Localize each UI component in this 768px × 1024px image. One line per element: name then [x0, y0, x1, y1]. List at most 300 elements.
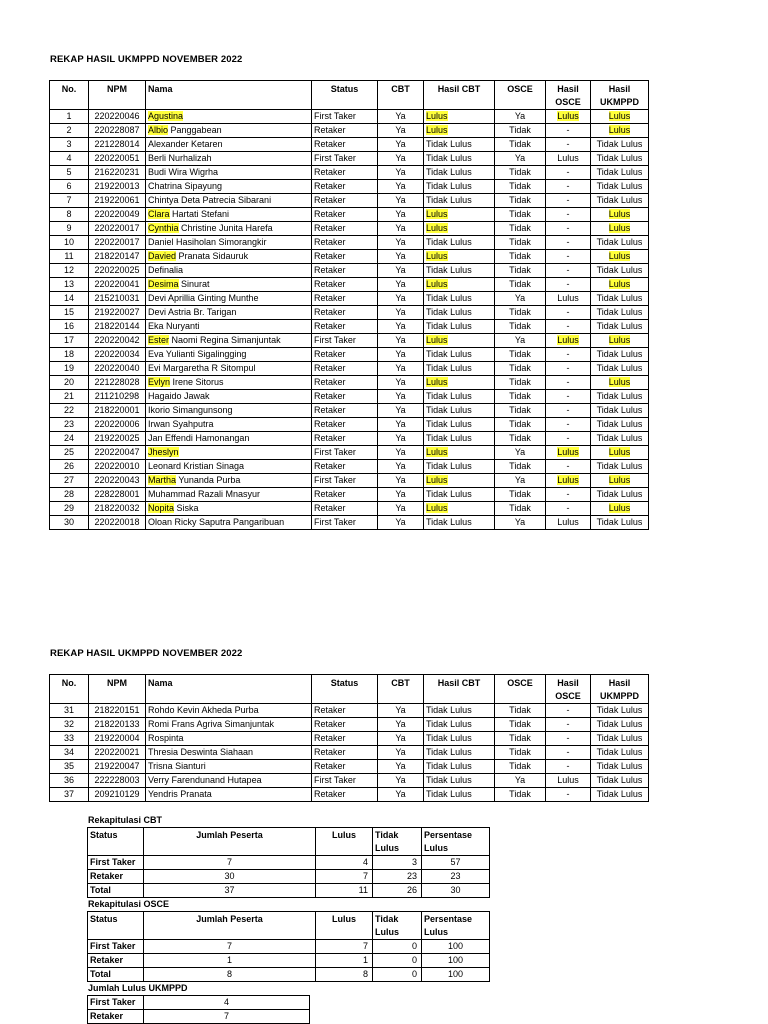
cell-cbt — [378, 194, 424, 208]
cell-status-text: Retaker — [314, 209, 346, 219]
cell-npm — [89, 348, 146, 362]
table-row — [50, 516, 649, 530]
cell-hasil-osce-text: - — [566, 761, 570, 771]
cell-hasil-osce — [546, 432, 591, 446]
cell-hasil-ukmppd-text: Lulus — [608, 125, 631, 135]
cell-no — [50, 208, 89, 222]
cell-hasil-cbt-text: Tidak Lulus — [426, 489, 472, 499]
name-rest: Yunanda Purba — [178, 475, 241, 485]
cell-npm — [89, 760, 146, 774]
cell-hasil-cbt — [424, 278, 495, 292]
cell-no — [50, 180, 89, 194]
table-body-1 — [50, 110, 649, 530]
cell-no — [50, 732, 89, 746]
cell-cbt — [378, 124, 424, 138]
name-rest: Panggabean — [170, 125, 222, 135]
cell-cbt-text: Ya — [395, 747, 406, 757]
cell-hasil-osce-text: - — [566, 789, 570, 799]
cell-npm-text: 218220001 — [94, 405, 140, 415]
cell-hasil-osce — [546, 138, 591, 152]
cell-hasil-ukmppd — [591, 180, 649, 194]
cell-osce — [495, 474, 546, 488]
summary-header-row — [88, 828, 490, 856]
cell-hasil-osce-text: - — [566, 747, 570, 757]
cell-nama — [146, 418, 312, 432]
cell-osce-text: Tidak — [509, 307, 531, 317]
cell-hasil-osce-text: - — [566, 209, 570, 219]
cell-cbt — [378, 418, 424, 432]
cell-hasil-osce — [546, 516, 591, 530]
cell-hasil-osce-text: Lulus — [557, 517, 579, 527]
cell-no — [50, 124, 89, 138]
col-npm: NPM — [89, 81, 146, 110]
cell-hasil-ukmppd — [591, 774, 649, 788]
name-first: Ikorio Simangunsong — [148, 405, 233, 415]
cell-osce-text: Tidak — [509, 223, 531, 233]
cell-hasil-cbt — [424, 306, 495, 320]
cell-no-text: 25 — [63, 447, 74, 457]
cell-hasil-cbt — [424, 236, 495, 250]
sum-col-jumlah: Jumlah Peserta — [144, 828, 316, 856]
col-cbt: CBT — [378, 675, 424, 704]
cell-no-text: 27 — [63, 475, 74, 485]
cell-cbt-text: Ya — [395, 461, 406, 471]
cell-status — [312, 124, 378, 138]
summary-cell: 8 — [144, 968, 316, 982]
cell-hasil-cbt-text: Tidak Lulus — [426, 405, 472, 415]
cell-nama — [146, 704, 312, 718]
cell-osce — [495, 292, 546, 306]
cell-nama — [146, 236, 312, 250]
cell-osce-text: Tidak — [509, 363, 531, 373]
cell-nama — [146, 222, 312, 236]
cell-npm-text: 220220017 — [94, 223, 140, 233]
cell-hasil-ukmppd — [591, 138, 649, 152]
cell-nama — [146, 446, 312, 460]
cell-status — [312, 774, 378, 788]
cell-no — [50, 278, 89, 292]
table-row — [50, 760, 649, 774]
cell-osce-text: Tidak — [509, 789, 531, 799]
cell-npm-text: 220220010 — [94, 461, 140, 471]
cell-no — [50, 704, 89, 718]
cell-hasil-ukmppd — [591, 222, 649, 236]
cell-hasil-cbt-text: Tidak Lulus — [426, 321, 472, 331]
cell-osce — [495, 432, 546, 446]
col-hasil-osce: Hasil OSCE — [546, 81, 591, 110]
cell-hasil-cbt-text: Tidak Lulus — [426, 265, 472, 275]
cell-hasil-osce — [546, 788, 591, 802]
cell-npm — [89, 264, 146, 278]
cell-hasil-ukmppd-text: Tidak Lulus — [596, 293, 643, 303]
cell-status-text: Retaker — [314, 789, 346, 799]
cell-cbt — [378, 166, 424, 180]
cell-hasil-cbt — [424, 292, 495, 306]
cell-no-text: 16 — [63, 321, 74, 331]
cell-nama — [146, 502, 312, 516]
cell-hasil-cbt-text: Tidak Lulus — [426, 349, 472, 359]
cell-hasil-cbt — [424, 264, 495, 278]
cell-hasil-osce-text: - — [566, 349, 570, 359]
cell-no-text: 22 — [63, 405, 74, 415]
cell-no-text: 20 — [63, 377, 74, 387]
name-first: Berli Nurhalizah — [148, 153, 212, 163]
cell-hasil-osce — [546, 278, 591, 292]
table-row — [50, 236, 649, 250]
cell-osce — [495, 264, 546, 278]
cell-hasil-osce — [546, 348, 591, 362]
cell-cbt-text: Ya — [395, 377, 406, 387]
col-osce: OSCE — [495, 81, 546, 110]
cell-nama — [146, 376, 312, 390]
cell-cbt-text: Ya — [395, 307, 406, 317]
cell-hasil-cbt-text: Tidak Lulus — [426, 307, 472, 317]
cell-status-text: Retaker — [314, 167, 346, 177]
sum-col-persentase: Persentase Lulus — [422, 912, 490, 940]
cell-cbt-text: Ya — [395, 419, 406, 429]
cell-npm — [89, 516, 146, 530]
name-first: Clara — [148, 209, 170, 219]
cell-npm-text: 220220049 — [94, 209, 140, 219]
cell-hasil-osce — [546, 334, 591, 348]
cell-status — [312, 516, 378, 530]
cell-npm — [89, 460, 146, 474]
cell-nama — [146, 788, 312, 802]
cell-no — [50, 474, 89, 488]
col-hasil-osce: Hasil OSCE — [546, 675, 591, 704]
cell-cbt-text: Ya — [395, 181, 406, 191]
cell-hasil-osce-text: - — [566, 489, 570, 499]
cell-hasil-osce — [546, 152, 591, 166]
cell-npm-text: 219220047 — [94, 761, 140, 771]
cell-cbt — [378, 250, 424, 264]
summary-cell: 37 — [144, 884, 316, 898]
cell-status-text: First Taker — [314, 335, 356, 345]
cell-cbt-text: Ya — [395, 237, 406, 247]
cell-cbt — [378, 110, 424, 124]
cell-cbt-text: Ya — [395, 139, 406, 149]
cell-status — [312, 264, 378, 278]
cell-nama — [146, 138, 312, 152]
summary-cell: 100 — [422, 954, 490, 968]
cell-nama — [146, 432, 312, 446]
cell-status-text: First Taker — [314, 153, 356, 163]
cell-nama — [146, 334, 312, 348]
cell-osce-text: Tidak — [509, 125, 531, 135]
cell-hasil-osce-text: Lulus — [557, 475, 579, 485]
cell-osce-text: Tidak — [509, 747, 531, 757]
summary-cell: 7 — [144, 856, 316, 870]
name-rest: Siska — [176, 503, 199, 513]
name-rest: Sinurat — [181, 279, 210, 289]
cell-nama — [146, 474, 312, 488]
cell-cbt-text: Ya — [395, 209, 406, 219]
cell-cbt-text: Ya — [395, 195, 406, 205]
cell-no-text: 19 — [63, 363, 74, 373]
cell-npm-text: 220220051 — [94, 153, 140, 163]
cell-status-text: Retaker — [314, 419, 346, 429]
cell-hasil-osce-text: - — [566, 237, 570, 247]
cell-hasil-osce — [546, 250, 591, 264]
summary-cell: Retaker — [88, 870, 144, 884]
cell-no — [50, 138, 89, 152]
table-row — [50, 320, 649, 334]
cell-hasil-ukmppd — [591, 152, 649, 166]
cell-cbt — [378, 502, 424, 516]
cell-hasil-ukmppd-text: Tidak Lulus — [596, 391, 643, 401]
cell-hasil-cbt — [424, 718, 495, 732]
cell-osce-text: Tidak — [509, 181, 531, 191]
summary-cell: 0 — [373, 940, 422, 954]
cell-osce — [495, 138, 546, 152]
cell-no-text: 36 — [63, 775, 74, 785]
cell-no — [50, 348, 89, 362]
name-rest: Hartati Stefani — [172, 209, 230, 219]
cell-hasil-ukmppd — [591, 376, 649, 390]
cell-hasil-ukmppd-text: Lulus — [608, 503, 631, 513]
table-row — [50, 250, 649, 264]
cell-hasil-ukmppd-text: Tidak Lulus — [596, 139, 643, 149]
cell-hasil-ukmppd — [591, 732, 649, 746]
cell-no — [50, 774, 89, 788]
cell-osce — [495, 376, 546, 390]
summary-row — [88, 968, 490, 982]
cell-status — [312, 334, 378, 348]
cell-no-text: 32 — [63, 719, 74, 729]
cell-osce-text: Tidak — [509, 167, 531, 177]
cell-hasil-ukmppd-text: Tidak Lulus — [596, 705, 643, 715]
cell-hasil-osce — [546, 404, 591, 418]
cell-hasil-ukmppd-text: Tidak Lulus — [596, 419, 643, 429]
cell-no — [50, 320, 89, 334]
table-row — [50, 180, 649, 194]
table-row — [50, 704, 649, 718]
cell-nama — [146, 718, 312, 732]
cell-osce-text: Tidak — [509, 139, 531, 149]
summary-cell: 7 — [144, 1010, 310, 1024]
cell-cbt-text: Ya — [395, 125, 406, 135]
cell-hasil-ukmppd — [591, 194, 649, 208]
cell-osce-text: Ya — [514, 335, 526, 345]
col-no: No. — [50, 81, 89, 110]
cell-cbt — [378, 474, 424, 488]
cell-status — [312, 362, 378, 376]
cell-status-text: Retaker — [314, 719, 346, 729]
summary-cell: 1 — [316, 954, 373, 968]
cell-status-text: Retaker — [314, 181, 346, 191]
cell-osce-text: Tidak — [509, 405, 531, 415]
name-first: Cynthia — [148, 223, 179, 233]
cell-osce — [495, 460, 546, 474]
cell-hasil-ukmppd-text: Tidak Lulus — [596, 153, 643, 163]
cell-hasil-osce — [546, 264, 591, 278]
cell-status — [312, 502, 378, 516]
cell-osce-text: Tidak — [509, 209, 531, 219]
cell-osce-text: Tidak — [509, 489, 531, 499]
cell-hasil-osce — [546, 732, 591, 746]
cell-hasil-osce — [546, 502, 591, 516]
cell-hasil-osce — [546, 704, 591, 718]
cell-hasil-cbt — [424, 166, 495, 180]
cell-hasil-ukmppd — [591, 704, 649, 718]
cell-osce — [495, 718, 546, 732]
cell-cbt — [378, 774, 424, 788]
name-first: Jheslyn — [148, 447, 179, 457]
summary-cell: 57 — [422, 856, 490, 870]
cell-nama — [146, 390, 312, 404]
summary-cell: Retaker — [88, 954, 144, 968]
cell-no-text: 28 — [63, 489, 74, 499]
cell-nama — [146, 320, 312, 334]
table-row — [50, 264, 649, 278]
cell-no-text: 34 — [63, 747, 74, 757]
cell-hasil-ukmppd — [591, 264, 649, 278]
cell-hasil-osce — [546, 774, 591, 788]
name-first: Budi Wira Wigrha — [148, 167, 219, 177]
cell-osce — [495, 250, 546, 264]
cell-hasil-ukmppd — [591, 516, 649, 530]
cell-no — [50, 110, 89, 124]
cell-no — [50, 306, 89, 320]
cell-hasil-ukmppd-text: Tidak Lulus — [596, 167, 643, 177]
cell-hasil-cbt-text: Tidak Lulus — [426, 747, 472, 757]
cell-no-text: 7 — [66, 195, 72, 205]
cell-hasil-cbt — [424, 732, 495, 746]
cell-osce-text: Tidak — [509, 761, 531, 771]
cell-cbt — [378, 376, 424, 390]
name-rest: Irene Sitorus — [172, 377, 224, 387]
cell-status-text: Retaker — [314, 223, 346, 233]
rekap-cbt-title: Rekapitulasi CBT — [88, 815, 163, 825]
cell-status-text: Retaker — [314, 237, 346, 247]
summary-cell: 1 — [144, 954, 316, 968]
cell-npm-text: 220220046 — [94, 111, 140, 121]
cell-no-text: 24 — [63, 433, 74, 443]
summary-cell: Total — [88, 884, 144, 898]
cell-hasil-cbt — [424, 474, 495, 488]
cell-status — [312, 208, 378, 222]
table-row — [50, 348, 649, 362]
cell-osce — [495, 334, 546, 348]
cell-no — [50, 264, 89, 278]
cell-npm — [89, 488, 146, 502]
cell-osce — [495, 502, 546, 516]
cell-osce — [495, 788, 546, 802]
table-row — [50, 278, 649, 292]
cell-hasil-cbt — [424, 432, 495, 446]
cell-npm — [89, 138, 146, 152]
table-row — [50, 208, 649, 222]
cell-no-text: 6 — [66, 181, 72, 191]
cell-npm — [89, 124, 146, 138]
name-first: Leonard Kristian Sinaga — [148, 461, 245, 471]
cell-osce-text: Tidak — [509, 733, 531, 743]
cell-cbt — [378, 746, 424, 760]
cell-hasil-osce-text: - — [566, 433, 570, 443]
cell-osce-text: Tidak — [509, 279, 531, 289]
cell-osce-text: Tidak — [509, 503, 531, 513]
cell-no — [50, 222, 89, 236]
cell-nama — [146, 166, 312, 180]
name-first: Romi Frans Agriva Simanjuntak — [148, 719, 275, 729]
cell-no-text: 12 — [63, 265, 74, 275]
cell-no — [50, 502, 89, 516]
jumlah-lulus-title: Jumlah Lulus UKMPPD — [88, 983, 188, 993]
cell-cbt-text: Ya — [395, 391, 406, 401]
cell-hasil-ukmppd-text: Tidak Lulus — [596, 517, 643, 527]
cell-hasil-ukmppd-text: Lulus — [608, 223, 631, 233]
cell-cbt — [378, 390, 424, 404]
cell-npm — [89, 432, 146, 446]
cell-osce — [495, 446, 546, 460]
name-first: Muhammad Razali Mnasyur — [148, 489, 261, 499]
cell-hasil-ukmppd-text: Lulus — [608, 447, 631, 457]
cell-status-text: Retaker — [314, 139, 346, 149]
cell-nama — [146, 460, 312, 474]
cell-hasil-ukmppd-text: Lulus — [608, 251, 631, 261]
cell-hasil-cbt-text: Lulus — [426, 111, 448, 121]
cell-hasil-ukmppd-text: Lulus — [608, 475, 631, 485]
cell-status — [312, 110, 378, 124]
cell-cbt — [378, 488, 424, 502]
cell-nama — [146, 746, 312, 760]
cell-no — [50, 760, 89, 774]
name-first: Trisna Sianturi — [148, 761, 206, 771]
summary-cell: Total — [88, 968, 144, 982]
cell-hasil-cbt-text: Lulus — [426, 377, 448, 387]
cell-npm — [89, 222, 146, 236]
jumlah-lulus-table — [87, 995, 310, 1024]
col-nama: Nama — [146, 81, 312, 110]
cell-osce — [495, 348, 546, 362]
cell-hasil-ukmppd — [591, 166, 649, 180]
cell-no-text: 13 — [63, 279, 74, 289]
col-status: Status — [312, 675, 378, 704]
table-row — [50, 138, 649, 152]
cell-status-text: Retaker — [314, 733, 346, 743]
cell-status — [312, 432, 378, 446]
summary-cell: 7 — [316, 870, 373, 884]
table-row — [50, 788, 649, 802]
cell-hasil-osce — [546, 306, 591, 320]
cell-npm — [89, 306, 146, 320]
cell-osce — [495, 732, 546, 746]
cell-hasil-cbt — [424, 110, 495, 124]
cell-nama — [146, 250, 312, 264]
cell-no-text: 3 — [66, 139, 72, 149]
cell-no — [50, 334, 89, 348]
cell-hasil-cbt-text: Lulus — [426, 209, 448, 219]
cell-hasil-cbt — [424, 446, 495, 460]
cell-nama — [146, 110, 312, 124]
cell-osce-text: Tidak — [509, 719, 531, 729]
cell-no-text: 33 — [63, 733, 74, 743]
summary-row — [88, 870, 490, 884]
cell-hasil-osce-text: - — [566, 139, 570, 149]
cell-hasil-osce-text: - — [566, 223, 570, 233]
col-no: No. — [50, 675, 89, 704]
cell-hasil-osce — [546, 208, 591, 222]
rekap-osce-table — [87, 911, 490, 982]
cell-npm-text: 220220021 — [94, 747, 140, 757]
cell-hasil-osce — [546, 488, 591, 502]
summary-row — [88, 940, 490, 954]
cell-status — [312, 306, 378, 320]
cell-hasil-ukmppd-text: Tidak Lulus — [596, 405, 643, 415]
name-first: Rohdo Kevin Akheda Purba — [148, 705, 259, 715]
cell-npm — [89, 390, 146, 404]
cell-cbt — [378, 516, 424, 530]
